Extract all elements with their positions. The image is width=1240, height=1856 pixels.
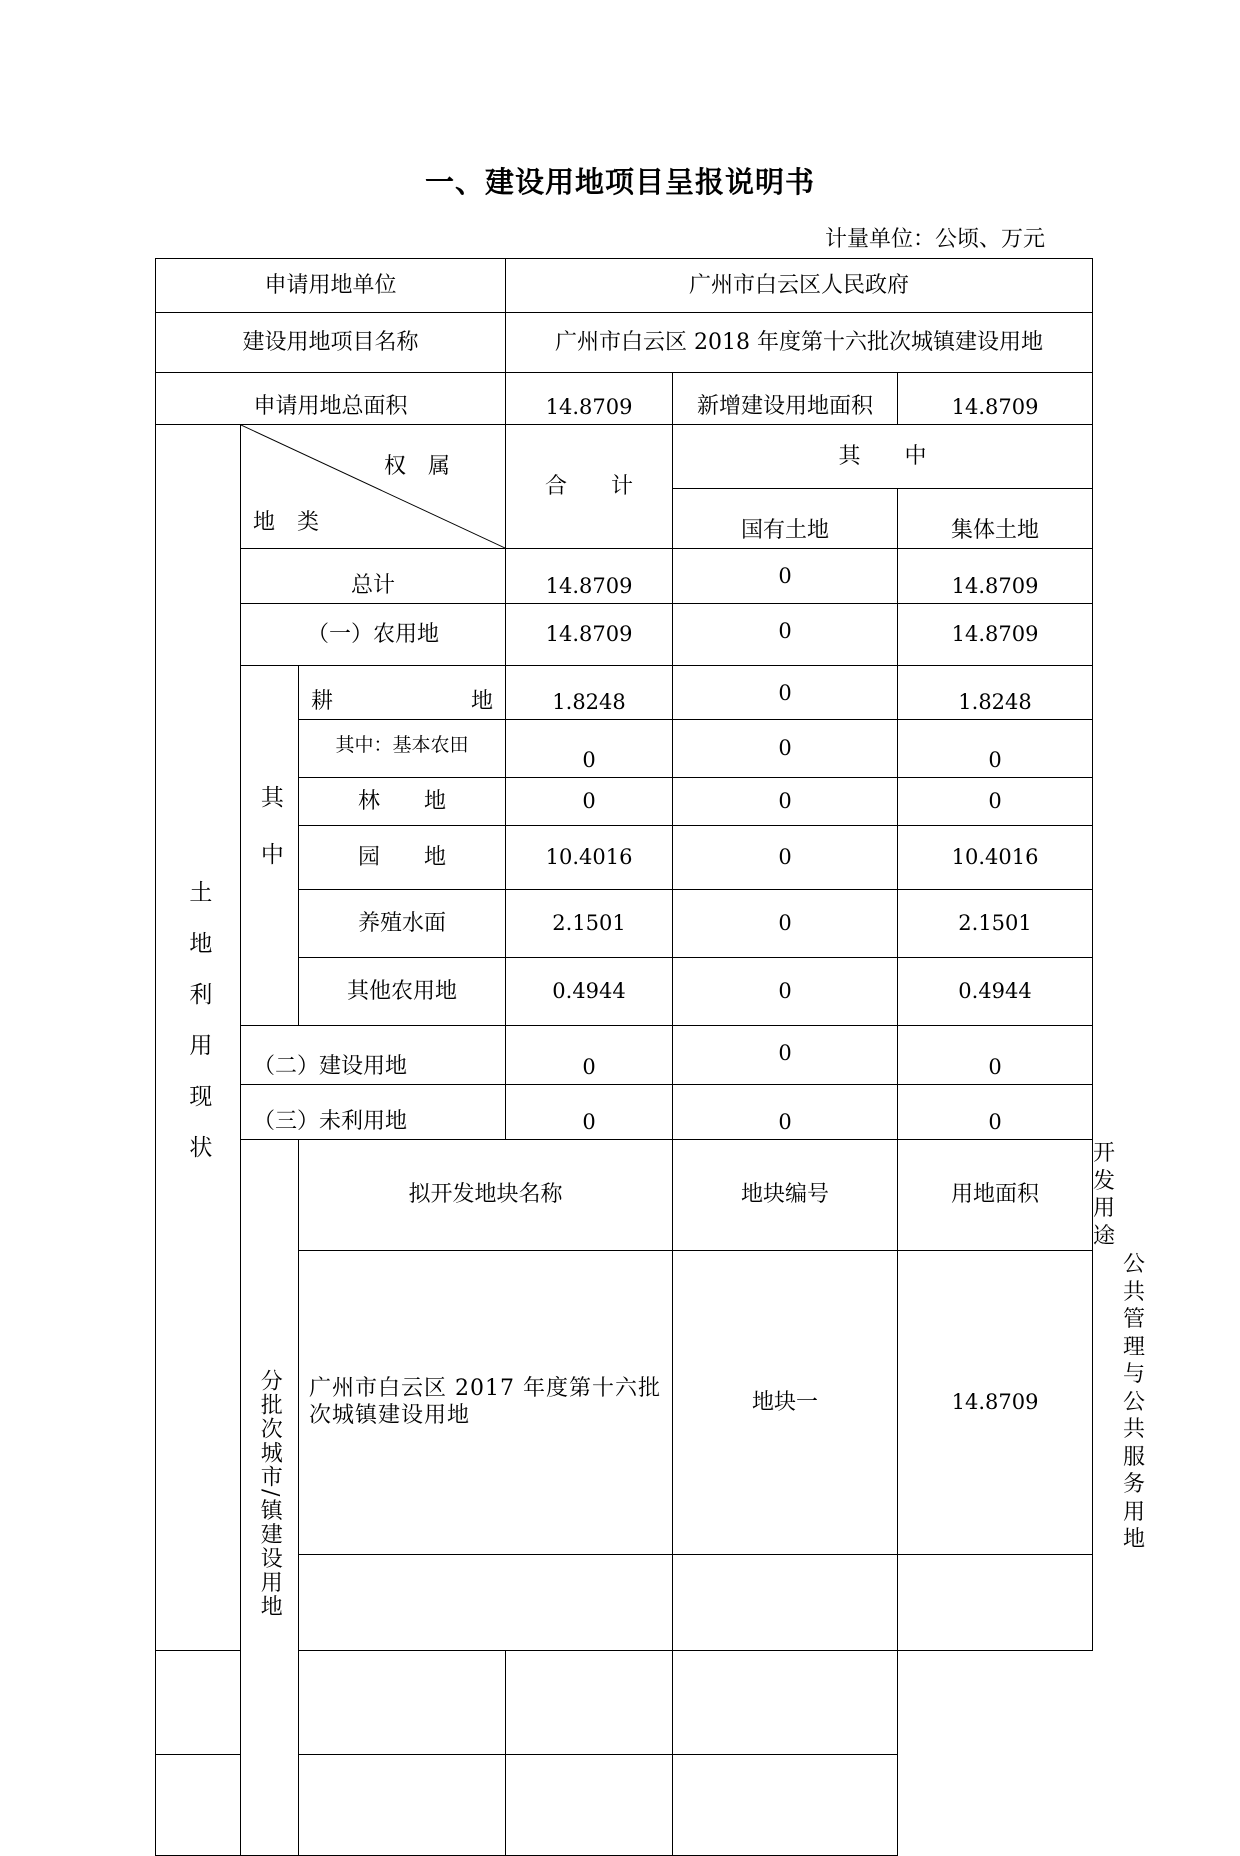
block-row-empty-2 xyxy=(156,1650,1093,1754)
row-aquaculture-label: 养殖水面 xyxy=(299,890,506,958)
block-row-empty-3 xyxy=(156,1754,1093,1855)
row-forest-sum: 0 xyxy=(506,778,673,826)
row-unused xyxy=(156,1085,1093,1140)
batch-header-row: 分批次城市/镇建设用地 拟开发地块名称 地块编号 用地面积 开发用途 xyxy=(156,1140,1093,1251)
row-arable-label-a: 耕 xyxy=(311,688,334,714)
total-area-label: 申请用地总面积 xyxy=(156,373,506,425)
application-form-table xyxy=(155,258,1146,1856)
row-other-agricultural-state: 0 xyxy=(673,958,898,1026)
row-arable-sum: 1.8248 xyxy=(506,666,673,720)
project-name-value: 广州市白云区 2018 年度第十六批次城镇建设用地 xyxy=(506,313,1093,373)
project-name-row xyxy=(156,313,1093,373)
row-total-state: 0 xyxy=(673,549,898,604)
land-use-header-row-1 xyxy=(156,425,1093,489)
empty-cell xyxy=(299,1650,506,1754)
row-forest-collective: 0 xyxy=(898,778,1093,826)
row-unused-sum: 0 xyxy=(506,1085,673,1140)
total-area-row xyxy=(156,373,1093,425)
ownership-label: 权 属 xyxy=(384,454,451,479)
land-use-side-label: 土地利用现状 xyxy=(156,425,241,1651)
row-agricultural-label: （一）农用地 xyxy=(241,604,506,666)
row-construction-label: （二）建设用地 xyxy=(241,1026,506,1085)
row-construction-state: 0 xyxy=(673,1026,898,1085)
row-other-agricultural-label: 其他农用地 xyxy=(299,958,506,1026)
block-1-code: 地块一 xyxy=(673,1251,898,1555)
row-agricultural-sum: 14.8709 xyxy=(506,604,673,666)
unit-note: 计量单位：公顷、万元 xyxy=(824,227,1045,252)
row-agricultural-collective: 14.8709 xyxy=(898,604,1093,666)
of-which-side-label: 其中 xyxy=(241,666,299,1026)
applicant-row xyxy=(156,259,1093,313)
state-land-header: 国有土地 xyxy=(673,489,898,549)
row-arable-label xyxy=(299,666,506,720)
row-forest-state: 0 xyxy=(673,778,898,826)
row-basic-farmland-collective: 0 xyxy=(898,720,1093,778)
total-area-value: 14.8709 xyxy=(506,373,673,425)
collective-land-header: 集体土地 xyxy=(898,489,1093,549)
empty-cell xyxy=(156,1754,299,1855)
of-which-header: 其 中 xyxy=(673,425,1093,489)
block-1-name: 广州市白云区 2017 年度第十六批次城镇建设用地 xyxy=(299,1251,673,1555)
row-aquaculture-sum: 2.1501 xyxy=(506,890,673,958)
block-row-1: 广州市白云区 2017 年度第十六批次城镇建设用地 地块一 14.8709 公共管理与公共服务用地 xyxy=(156,1251,1093,1555)
row-agricultural xyxy=(156,604,1093,666)
row-unused-state: 0 xyxy=(673,1085,898,1140)
row-construction-sum: 0 xyxy=(506,1026,673,1085)
row-unused-collective: 0 xyxy=(898,1085,1093,1140)
row-basic-farmland-label: 其中：基本农田 xyxy=(299,720,506,778)
diagonal-header-cell xyxy=(241,425,506,549)
empty-cell xyxy=(898,1554,1093,1650)
row-arable-collective: 1.8248 xyxy=(898,666,1093,720)
document-title: 一、建设用地项目呈报说明书 xyxy=(424,165,815,199)
row-construction-collective: 0 xyxy=(898,1026,1093,1085)
total-column-header: 合 计 xyxy=(506,425,673,549)
row-total-sum: 14.8709 xyxy=(506,549,673,604)
row-garden-state: 0 xyxy=(673,826,898,890)
row-construction xyxy=(156,1026,1093,1085)
empty-cell xyxy=(299,1754,506,1855)
empty-cell xyxy=(299,1554,673,1650)
block-1-area: 14.8709 xyxy=(898,1251,1093,1555)
applicant-label: 申请用地单位 xyxy=(156,259,506,313)
row-total xyxy=(156,549,1093,604)
empty-cell xyxy=(156,1650,299,1754)
land-type-label: 地 类 xyxy=(253,509,320,535)
row-garden-sum: 10.4016 xyxy=(506,826,673,890)
batch-side-label: 分批次城市/镇建设用地 xyxy=(241,1140,299,1856)
row-other-agricultural-sum: 0.4944 xyxy=(506,958,673,1026)
row-garden-label: 园 地 xyxy=(299,826,506,890)
new-construction-area-value: 14.8709 xyxy=(898,373,1093,425)
row-arable-state: 0 xyxy=(673,666,898,720)
row-agricultural-state: 0 xyxy=(673,604,898,666)
empty-cell xyxy=(673,1554,898,1650)
empty-cell xyxy=(673,1754,898,1855)
applicant-value: 广州市白云区人民政府 xyxy=(506,259,1093,313)
row-total-collective: 14.8709 xyxy=(898,549,1093,604)
block-area-header: 用地面积 xyxy=(898,1140,1093,1251)
row-total-label: 总计 xyxy=(241,549,506,604)
row-basic-farmland-sum: 0 xyxy=(506,720,673,778)
row-unused-label: （三）未利用地 xyxy=(241,1085,506,1140)
project-name-label: 建设用地项目名称 xyxy=(156,313,506,373)
row-aquaculture-state: 0 xyxy=(673,890,898,958)
row-basic-farmland-state: 0 xyxy=(673,720,898,778)
row-garden-collective: 10.4016 xyxy=(898,826,1093,890)
empty-cell xyxy=(673,1650,898,1754)
block-name-header: 拟开发地块名称 xyxy=(299,1140,673,1251)
row-arable-label-b: 地 xyxy=(471,688,494,714)
block-code-header: 地块编号 xyxy=(673,1140,898,1251)
row-other-agricultural-collective: 0.4944 xyxy=(898,958,1093,1026)
new-construction-area-label: 新增建设用地面积 xyxy=(673,373,898,425)
row-aquaculture-collective: 2.1501 xyxy=(898,890,1093,958)
empty-cell xyxy=(506,1754,673,1855)
empty-cell xyxy=(506,1650,673,1754)
row-forest-label: 林 地 xyxy=(299,778,506,826)
row-arable xyxy=(156,666,1093,720)
